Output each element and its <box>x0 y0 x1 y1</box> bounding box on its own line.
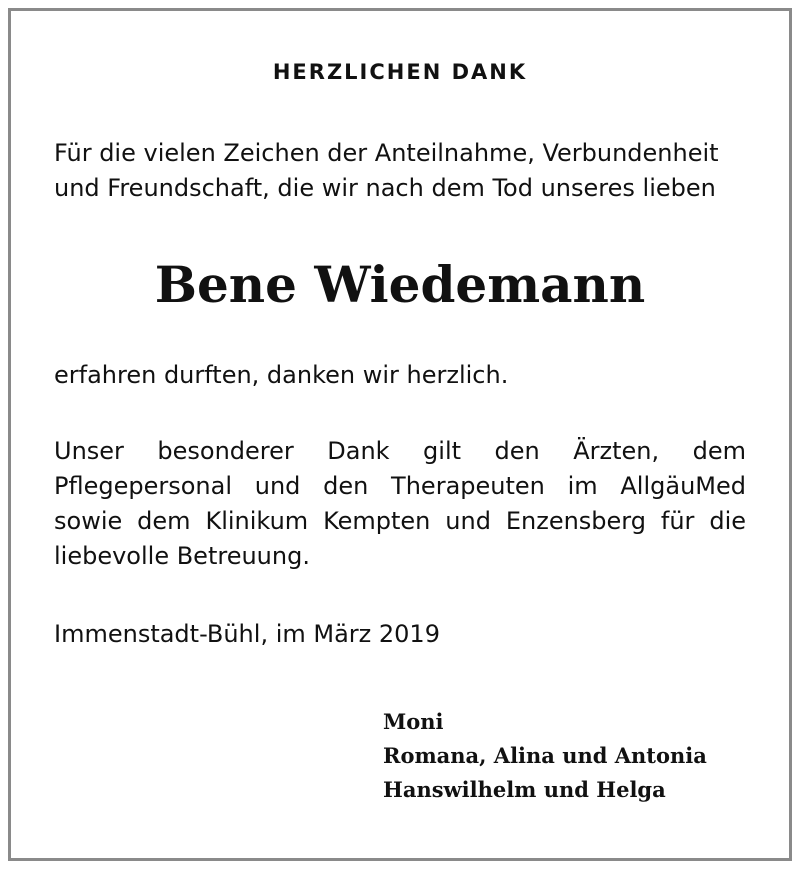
place-date: Immenstadt-Bühl, im März 2019 <box>54 620 440 648</box>
intro-line-2: und Freundschaft, die wir nach dem Tod unseres lieben <box>54 174 716 202</box>
special-thanks-paragraph: Unser besonderer Dank gilt den Ärzten, dem Pflegepersonal und den Therapeuten im AllgäuMed sowie dem Klinikum Kempten und Enzensberg für die liebevolle Betreuung. <box>54 437 746 570</box>
signer-line: Romana, Alina und Antonia <box>383 743 707 768</box>
intro-line-1: Für die vielen Zeichen der Anteilnahme, Verbundenheit <box>54 139 719 167</box>
after-name-text: erfahren durften, danken wir herzlich. <box>54 361 509 389</box>
notice-heading: HERZLICHEN DANK <box>272 60 528 84</box>
intro-paragraph <box>54 136 746 206</box>
signer-line: Hanswilhelm und Helga <box>383 777 666 802</box>
deceased-name: Bene Wiedemann <box>154 255 646 314</box>
signers-block <box>383 705 707 807</box>
signer-line: Moni <box>383 709 444 734</box>
